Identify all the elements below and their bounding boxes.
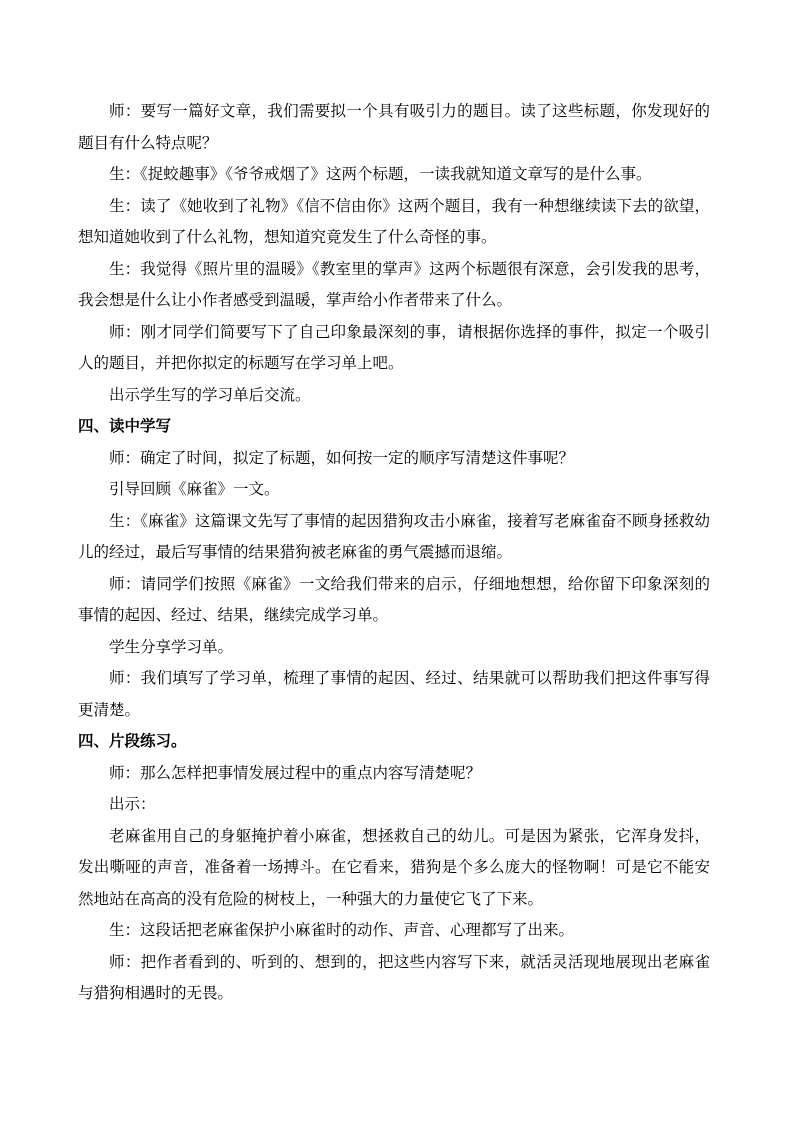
quoted-passage: 老麻雀用自己的身躯掩护着小麻雀，想拯救自己的幼儿。可是因为紧张，它浑身发抖，发出嘶哑的声音，准备着一场搏斗。在它看来，猎狗是个多么庞大的怪物啊！可是它不能安然地站在高高的没有危险的树枝上，一种强大的力量使它飞了下来。 [78, 826, 710, 908]
paragraph: 师：把作者看到的、听到的、想到的，把这些内容写下来，就活灵活现地展现出老麻雀与猎狗相遇时的无畏。 [78, 952, 710, 1002]
paragraph: 师：我们填写了学习单，梳理了事情的起因、经过、结果就可以帮助我们把这件事写得更清楚。 [78, 669, 710, 719]
paragraph: 引导回顾《麻雀》一文。 [109, 480, 280, 498]
paragraph: 师：要写一篇好文章，我们需要拟一个具有吸引力的题目。读了这些标题，你发现好的题目有什么特点呢？ [78, 102, 710, 152]
section-heading: 四、片段练习。 [78, 732, 187, 750]
paragraph: 生：《捉蛟趣事》《爷爷戒烟了》这两个标题，一读我就知道文章写的是什么事。 [109, 165, 652, 183]
section-heading: 四、读中学写 [78, 417, 172, 435]
paragraph: 出示学生写的学习单后交流。 [109, 385, 311, 404]
paragraph: 师：刚才同学们简要写下了自己印象最深刻的事，请根据你选择的事件，拟定一个吸引人的题目，并把你拟定的标题写在学习单上吧。 [78, 322, 710, 372]
paragraph: 生：《麻雀》这篇课文先写了事情的起因猎狗攻击小麻雀，接着写老麻雀奋不顾身拯救幼儿的经过，最后写事情的结果猎狗被老麻雀的勇气震撼而退缩。 [78, 511, 710, 561]
paragraph: 师：那么怎样把事情发展过程中的重点内容写清楚呢？ [109, 763, 482, 782]
paragraph: 生：读了《她收到了礼物》《信不信由你》这两个题目，我有一种想继续读下去的欲望，想知道她收到了什么礼物，想知道究竟发生了什么奇怪的事。 [78, 196, 710, 246]
paragraph: 师：请同学们按照《麻雀》一文给我们带来的启示，仔细地想想，给你留下印象深刻的事情的起因、经过、结果，继续完成学习单。 [78, 574, 710, 624]
paragraph: 师：确定了时间，拟定了标题，如何按一定的顺序写清楚这件事呢？ [109, 448, 575, 467]
paragraph: 出示： [109, 795, 156, 813]
paragraph: 生：我觉得《照片里的温暖》《教室里的掌声》这两个标题很有深意，会引发我的思考，我会想是什么让小作者感受到温暖，掌声给小作者带来了什么。 [78, 259, 710, 309]
paragraph: 生：这段话把老麻雀保护小麻雀时的动作、声音、心理都写了出来。 [109, 921, 575, 939]
paragraph: 学生分享学习单。 [109, 637, 234, 656]
